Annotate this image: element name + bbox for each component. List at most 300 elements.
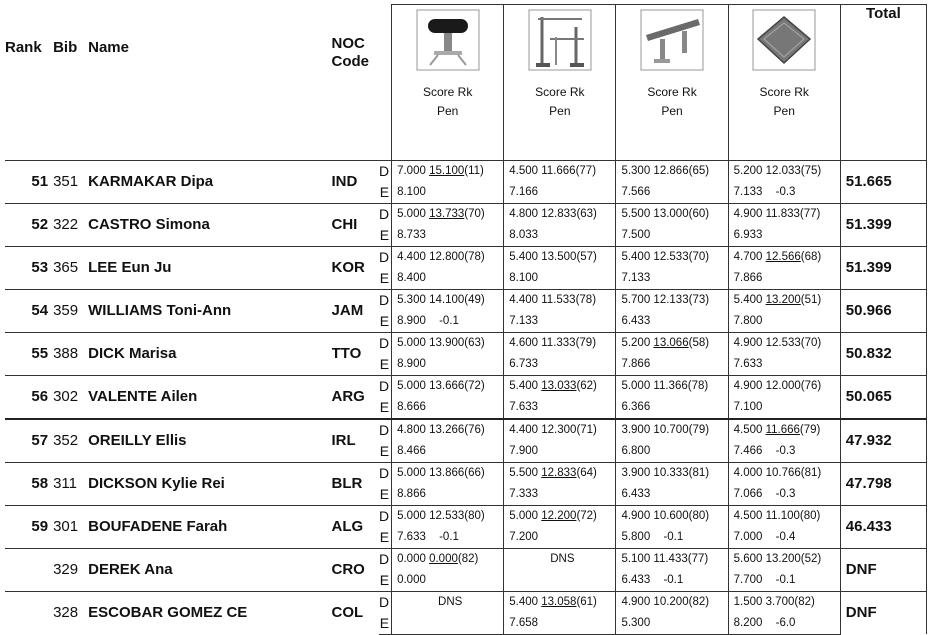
apparatus-rank: (65) bbox=[688, 165, 710, 177]
apparatus-d-cell bbox=[392, 419, 504, 441]
noc-header-line2: Code bbox=[331, 52, 370, 70]
e-score-label: E bbox=[379, 484, 392, 506]
apparatus-score: 13.733 bbox=[429, 208, 465, 220]
bib-cell: 352 bbox=[53, 419, 88, 463]
rank-cell: 57 bbox=[5, 419, 53, 463]
noc-code: ALG bbox=[332, 505, 379, 548]
rank-cell: 53 bbox=[5, 246, 53, 289]
difficulty-score: 5.200 bbox=[621, 337, 651, 349]
apparatus-d-cell bbox=[728, 591, 840, 613]
execution-score: 8.900 bbox=[397, 358, 426, 370]
apparatus-score: 10.700 bbox=[653, 424, 689, 436]
apparatus-rank: (51) bbox=[800, 294, 822, 306]
apparatus-score: 12.000 bbox=[765, 380, 801, 392]
apparatus-score: 12.133 bbox=[653, 294, 689, 306]
d-score-label: D bbox=[379, 591, 392, 613]
execution-score: 7.866 bbox=[733, 272, 763, 284]
difficulty-score: 3.900 bbox=[621, 467, 651, 479]
apparatus-d-cell bbox=[392, 548, 504, 570]
bib-cell: 302 bbox=[53, 375, 88, 419]
athlete-row bbox=[5, 462, 927, 484]
apparatus-rank: (78) bbox=[687, 380, 709, 392]
apparatus-d-cell bbox=[392, 203, 504, 225]
balance-beam-icon bbox=[640, 9, 704, 71]
athlete-name: LEE Eun Ju bbox=[88, 246, 331, 289]
e-score-label: E bbox=[379, 441, 392, 463]
bib-cell: 322 bbox=[53, 203, 88, 246]
e-score-label: E bbox=[379, 354, 392, 376]
apparatus-e-cell bbox=[504, 527, 616, 549]
apparatus-d-cell bbox=[504, 375, 616, 397]
execution-score: 5.800 bbox=[621, 531, 651, 543]
rank-cell: 58 bbox=[5, 462, 53, 505]
apparatus-d-cell bbox=[392, 591, 504, 613]
penalty: -0.1 bbox=[439, 531, 459, 543]
penalty: -0.1 bbox=[439, 315, 459, 327]
penalty: -6.0 bbox=[775, 617, 796, 629]
rank-cell bbox=[5, 591, 53, 634]
difficulty-score: 5.100 bbox=[621, 553, 651, 565]
apparatus-d-cell bbox=[504, 203, 616, 225]
total-score: 51.399 bbox=[840, 203, 926, 246]
apparatus-e-cell bbox=[504, 311, 616, 333]
difficulty-score: 4.900 bbox=[733, 337, 763, 349]
total-score: 50.065 bbox=[840, 375, 926, 419]
apparatus-rank: (81) bbox=[800, 467, 822, 479]
apparatus-score: 13.058 bbox=[541, 596, 577, 608]
noc-code: COL bbox=[332, 591, 379, 634]
apparatus-e-cell bbox=[504, 484, 616, 506]
athlete-name: VALENTE Ailen bbox=[88, 375, 331, 419]
apparatus-rank: (72) bbox=[464, 380, 485, 392]
execution-score: 7.166 bbox=[509, 186, 539, 198]
execution-score: 7.466 bbox=[733, 445, 763, 457]
difficulty-score: 5.200 bbox=[733, 165, 763, 177]
apparatus-e-cell bbox=[616, 225, 728, 247]
apparatus-e-cell bbox=[504, 441, 616, 463]
penalty: -0.1 bbox=[663, 531, 684, 543]
difficulty-score: 5.500 bbox=[509, 467, 539, 479]
apparatus-rank: (64) bbox=[576, 467, 597, 479]
e-score-label: E bbox=[379, 527, 392, 549]
difficulty-score: 5.500 bbox=[621, 208, 651, 220]
apparatus-score: 13.066 bbox=[653, 337, 689, 349]
apparatus-score: 13.200 bbox=[765, 553, 801, 565]
apparatus-d-cell bbox=[728, 289, 840, 311]
athlete-row bbox=[5, 591, 927, 613]
apparatus-d-cell bbox=[392, 246, 504, 268]
d-score-label: D bbox=[379, 160, 392, 182]
apparatus-d-cell bbox=[728, 505, 840, 527]
penalty: -0.3 bbox=[775, 488, 796, 500]
athlete-name: DEREK Ana bbox=[88, 548, 331, 591]
d-score-label: D bbox=[379, 375, 392, 397]
execution-score: 7.800 bbox=[733, 315, 763, 327]
apparatus-d-cell bbox=[504, 160, 616, 182]
beam-score-header: Score Rk Pen bbox=[647, 85, 697, 118]
apparatus-d-cell bbox=[392, 375, 504, 397]
apparatus-score: 12.533 bbox=[429, 510, 465, 522]
noc-code: BLR bbox=[332, 462, 379, 505]
total-score: 50.832 bbox=[840, 332, 926, 375]
execution-score: 7.633 bbox=[509, 401, 539, 413]
apparatus-d-cell bbox=[616, 289, 728, 311]
execution-score: 7.900 bbox=[509, 445, 539, 457]
e-score-label: E bbox=[379, 397, 392, 419]
difficulty-score: 5.400 bbox=[509, 596, 539, 608]
apparatus-score: 13.033 bbox=[541, 380, 577, 392]
d-score-label: D bbox=[379, 462, 392, 484]
difficulty-score: 4.900 bbox=[733, 380, 763, 392]
execution-score: 7.200 bbox=[509, 531, 539, 543]
execution-score: 5.300 bbox=[621, 617, 651, 629]
difficulty-score: 0.000 bbox=[397, 553, 426, 565]
apparatus-rank: (75) bbox=[800, 165, 822, 177]
noc-header-line1: NOC bbox=[331, 34, 365, 52]
apparatus-d-cell bbox=[504, 505, 616, 527]
rank-cell: 56 bbox=[5, 375, 53, 419]
apparatus-rank: (79) bbox=[799, 424, 821, 436]
difficulty-score: 5.400 bbox=[509, 251, 539, 263]
difficulty-score: 4.700 bbox=[733, 251, 763, 263]
athlete-row bbox=[5, 160, 927, 182]
apparatus-e-cell bbox=[728, 397, 840, 419]
penalty: -0.3 bbox=[775, 445, 796, 457]
apparatus-score: 11.533 bbox=[541, 294, 576, 306]
execution-score: 6.933 bbox=[733, 229, 763, 241]
apparatus-d-cell bbox=[504, 246, 616, 268]
apparatus-e-cell bbox=[616, 484, 728, 506]
penalty: -0.4 bbox=[775, 531, 796, 543]
apparatus-rank: (70) bbox=[688, 251, 710, 263]
apparatus-e-cell bbox=[616, 268, 728, 290]
apparatus-rank: (79) bbox=[575, 337, 597, 349]
penalty: -0.1 bbox=[775, 574, 796, 586]
apparatus-score: 10.200 bbox=[653, 596, 689, 608]
execution-score: 8.900 bbox=[397, 315, 426, 327]
apparatus-d-cell bbox=[392, 289, 504, 311]
bib-cell: 329 bbox=[53, 548, 88, 591]
execution-score: 6.433 bbox=[621, 488, 651, 500]
penalty: -0.3 bbox=[775, 186, 796, 198]
execution-score: 8.100 bbox=[397, 186, 426, 198]
bib-header: Bib bbox=[53, 38, 78, 56]
apparatus-e-cell bbox=[616, 182, 728, 204]
apparatus-e-cell bbox=[616, 570, 728, 592]
apparatus-score: 14.100 bbox=[429, 294, 465, 306]
apparatus-d-cell bbox=[392, 462, 504, 484]
d-score-label: D bbox=[379, 203, 392, 225]
vault-score-header: Score Rk Pen bbox=[423, 85, 473, 118]
bib-cell: 301 bbox=[53, 505, 88, 548]
e-score-label: E bbox=[379, 182, 392, 204]
d-score-label: D bbox=[379, 419, 392, 441]
rank-cell: 52 bbox=[5, 203, 53, 246]
apparatus-rank: (70) bbox=[464, 208, 485, 220]
apparatus-score: 11.433 bbox=[653, 553, 688, 565]
apparatus-score: 12.200 bbox=[541, 510, 577, 522]
difficulty-score: 4.400 bbox=[509, 294, 539, 306]
execution-score: 7.500 bbox=[621, 229, 651, 241]
apparatus-score: 13.900 bbox=[429, 337, 465, 349]
apparatus-d-cell bbox=[616, 332, 728, 354]
difficulty-score: 4.900 bbox=[621, 596, 651, 608]
noc-code: JAM bbox=[332, 289, 379, 332]
apparatus-rank: (77) bbox=[687, 553, 709, 565]
apparatus-e-cell bbox=[616, 397, 728, 419]
apparatus-e-cell bbox=[504, 354, 616, 376]
execution-score: 7.133 bbox=[733, 186, 763, 198]
execution-score: 7.100 bbox=[733, 401, 763, 413]
apparatus-score: 11.666 bbox=[765, 424, 800, 436]
execution-score: 7.066 bbox=[733, 488, 763, 500]
noc-code: TTO bbox=[332, 332, 379, 375]
apparatus-score: 11.333 bbox=[541, 337, 576, 349]
apparatus-score: 13.200 bbox=[765, 294, 801, 306]
execution-score: 8.400 bbox=[397, 272, 426, 284]
apparatus-e-cell bbox=[728, 311, 840, 333]
apparatus-score: 12.833 bbox=[541, 467, 577, 479]
execution-score: 8.733 bbox=[397, 229, 426, 241]
execution-score: 6.433 bbox=[621, 315, 651, 327]
bib-cell: 311 bbox=[53, 462, 88, 505]
apparatus-e-cell bbox=[392, 527, 504, 549]
results-table bbox=[5, 4, 927, 635]
apparatus-score: 13.666 bbox=[429, 380, 465, 392]
apparatus-e-cell bbox=[504, 397, 616, 419]
difficulty-score: 5.700 bbox=[621, 294, 651, 306]
athlete-name: OREILLY Ellis bbox=[88, 419, 331, 463]
execution-score: 8.100 bbox=[509, 272, 539, 284]
apparatus-d-cell bbox=[616, 548, 728, 570]
execution-score: 6.733 bbox=[509, 358, 539, 370]
difficulty-score: 5.000 bbox=[397, 337, 426, 349]
athlete-row bbox=[5, 289, 927, 311]
apparatus-e-cell bbox=[728, 441, 840, 463]
difficulty-score: 5.300 bbox=[621, 165, 651, 177]
execution-score: 7.866 bbox=[621, 358, 651, 370]
execution-score: 7.566 bbox=[621, 186, 651, 198]
apparatus-score: 12.866 bbox=[653, 165, 689, 177]
dns-label: DNS bbox=[550, 553, 575, 565]
apparatus-d-cell bbox=[616, 160, 728, 182]
dns-label: DNS bbox=[438, 596, 463, 608]
difficulty-score: 4.500 bbox=[733, 424, 763, 436]
apparatus-e-cell bbox=[392, 570, 504, 592]
difficulty-score: 4.600 bbox=[509, 337, 539, 349]
apparatus-e-cell bbox=[616, 354, 728, 376]
apparatus-rank: (78) bbox=[575, 294, 597, 306]
apparatus-score: 15.100 bbox=[429, 165, 465, 177]
execution-score: 8.466 bbox=[397, 445, 426, 457]
execution-score: 7.333 bbox=[509, 488, 539, 500]
apparatus-d-cell bbox=[728, 160, 840, 182]
apparatus-rank: (77) bbox=[799, 208, 821, 220]
apparatus-d-cell bbox=[616, 462, 728, 484]
execution-score: 8.033 bbox=[509, 229, 539, 241]
apparatus-e-cell bbox=[392, 484, 504, 506]
difficulty-score: 5.400 bbox=[509, 380, 539, 392]
difficulty-score: 1.500 bbox=[733, 596, 763, 608]
rank-cell: 55 bbox=[5, 332, 53, 375]
athlete-row bbox=[5, 203, 927, 225]
apparatus-rank: (71) bbox=[576, 424, 597, 436]
execution-score: 6.800 bbox=[621, 445, 651, 457]
apparatus-e-cell bbox=[504, 225, 616, 247]
noc-code: CRO bbox=[332, 548, 379, 591]
apparatus-score: 10.600 bbox=[653, 510, 689, 522]
apparatus-d-cell bbox=[616, 246, 728, 268]
athlete-row bbox=[5, 505, 927, 527]
apparatus-e-cell bbox=[392, 225, 504, 247]
e-score-label: E bbox=[379, 570, 392, 592]
apparatus-d-cell bbox=[728, 246, 840, 268]
apparatus-rank: (76) bbox=[800, 380, 822, 392]
athlete-row bbox=[5, 375, 927, 397]
execution-score: 7.658 bbox=[509, 617, 539, 629]
difficulty-score: 4.500 bbox=[509, 165, 539, 177]
apparatus-e-cell bbox=[392, 354, 504, 376]
apparatus-rank: (82) bbox=[688, 596, 710, 608]
apparatus-score: 12.300 bbox=[541, 424, 577, 436]
apparatus-e-cell bbox=[392, 182, 504, 204]
apparatus-score: 0.000 bbox=[429, 553, 458, 565]
athlete-row bbox=[5, 419, 927, 441]
apparatus-rank: (70) bbox=[800, 337, 822, 349]
difficulty-score: 4.800 bbox=[397, 424, 426, 436]
apparatus-score: 12.033 bbox=[765, 165, 801, 177]
apparatus-rank: (63) bbox=[464, 337, 485, 349]
difficulty-score: 4.800 bbox=[509, 208, 539, 220]
execution-score: 6.433 bbox=[621, 574, 651, 586]
noc-code: IND bbox=[332, 160, 379, 203]
apparatus-score: 13.266 bbox=[429, 424, 465, 436]
bib-cell: 388 bbox=[53, 332, 88, 375]
apparatus-d-cell bbox=[616, 419, 728, 441]
athlete-row bbox=[5, 332, 927, 354]
d-score-label: D bbox=[379, 548, 392, 570]
execution-score: 7.000 bbox=[733, 531, 763, 543]
rank-cell: 54 bbox=[5, 289, 53, 332]
apparatus-d-cell bbox=[504, 332, 616, 354]
apparatus-score: 10.333 bbox=[653, 467, 689, 479]
floor-exercise-icon bbox=[752, 9, 816, 71]
execution-score: 8.200 bbox=[733, 617, 763, 629]
bars-column-header bbox=[504, 5, 616, 161]
apparatus-e-cell bbox=[616, 527, 728, 549]
difficulty-score: 4.400 bbox=[509, 424, 539, 436]
apparatus-d-cell bbox=[616, 505, 728, 527]
penalty: -0.1 bbox=[663, 574, 684, 586]
beam-column-header bbox=[616, 5, 728, 161]
apparatus-d-cell bbox=[728, 375, 840, 397]
difficulty-score: 7.000 bbox=[397, 165, 426, 177]
apparatus-rank: (81) bbox=[688, 467, 710, 479]
total-score: 47.932 bbox=[840, 419, 926, 463]
total-score: 47.798 bbox=[840, 462, 926, 505]
apparatus-rank: (68) bbox=[800, 251, 822, 263]
difficulty-score: 4.400 bbox=[397, 251, 426, 263]
athlete-name: DICKSON Kylie Rei bbox=[88, 462, 331, 505]
apparatus-rank: (49) bbox=[464, 294, 485, 306]
apparatus-d-cell bbox=[504, 591, 616, 613]
apparatus-rank: (66) bbox=[464, 467, 485, 479]
apparatus-d-cell bbox=[728, 462, 840, 484]
floor-score-header: Score Rk Pen bbox=[759, 85, 809, 118]
apparatus-score: 3.700 bbox=[765, 596, 795, 608]
apparatus-e-cell bbox=[504, 570, 616, 592]
apparatus-rank: (11) bbox=[464, 165, 484, 177]
noc-code: CHI bbox=[332, 203, 379, 246]
apparatus-e-cell bbox=[728, 484, 840, 506]
apparatus-score: 13.000 bbox=[653, 208, 689, 220]
apparatus-e-cell bbox=[728, 268, 840, 290]
execution-score: 7.633 bbox=[733, 358, 763, 370]
difficulty-score: 4.900 bbox=[733, 208, 763, 220]
apparatus-d-cell bbox=[392, 160, 504, 182]
bib-cell: 365 bbox=[53, 246, 88, 289]
apparatus-rank: (77) bbox=[575, 165, 597, 177]
apparatus-rank: (78) bbox=[464, 251, 485, 263]
header-row bbox=[5, 5, 927, 161]
apparatus-score: 13.866 bbox=[429, 467, 465, 479]
athlete-name: ESCOBAR GOMEZ CE bbox=[88, 591, 331, 634]
athlete-name: WILLIAMS Toni-Ann bbox=[88, 289, 331, 332]
total-score: 46.433 bbox=[840, 505, 926, 548]
difficulty-score: 5.000 bbox=[397, 467, 426, 479]
uneven-bars-icon bbox=[528, 9, 592, 71]
apparatus-score: 11.366 bbox=[653, 380, 688, 392]
apparatus-e-cell bbox=[616, 441, 728, 463]
d-score-label: D bbox=[379, 332, 392, 354]
apparatus-d-cell bbox=[504, 419, 616, 441]
difficulty-score: 4.000 bbox=[733, 467, 763, 479]
apparatus-rank: (61) bbox=[576, 596, 597, 608]
apparatus-score: 12.533 bbox=[765, 337, 801, 349]
apparatus-e-cell bbox=[392, 268, 504, 290]
bars-score-header: Score Rk Pen bbox=[535, 85, 585, 118]
difficulty-score: 5.300 bbox=[397, 294, 426, 306]
apparatus-d-cell bbox=[728, 419, 840, 441]
athlete-name: CASTRO Simona bbox=[88, 203, 331, 246]
difficulty-score: 4.500 bbox=[733, 510, 763, 522]
apparatus-rank: (73) bbox=[688, 294, 710, 306]
d-score-label: D bbox=[379, 246, 392, 268]
difficulty-score: 5.000 bbox=[397, 510, 426, 522]
apparatus-rank: (80) bbox=[688, 510, 710, 522]
apparatus-d-cell bbox=[728, 548, 840, 570]
apparatus-d-cell bbox=[616, 203, 728, 225]
apparatus-score: 11.666 bbox=[541, 165, 576, 177]
apparatus-rank: (80) bbox=[464, 510, 485, 522]
vault-column-header bbox=[392, 5, 504, 161]
rank-cell bbox=[5, 548, 53, 591]
difficulty-score: 5.400 bbox=[733, 294, 763, 306]
apparatus-e-cell bbox=[504, 182, 616, 204]
apparatus-d-cell bbox=[504, 548, 616, 570]
apparatus-rank: (60) bbox=[688, 208, 710, 220]
total-score: 51.665 bbox=[840, 160, 926, 203]
noc-code: IRL bbox=[332, 419, 379, 463]
apparatus-e-cell bbox=[392, 441, 504, 463]
floor-column-header bbox=[728, 5, 840, 161]
execution-score: 8.666 bbox=[397, 401, 426, 413]
apparatus-d-cell bbox=[728, 203, 840, 225]
apparatus-rank: (82) bbox=[457, 553, 479, 565]
difficulty-score: 5.000 bbox=[509, 510, 539, 522]
apparatus-rank: (82) bbox=[794, 596, 815, 608]
execution-score: 7.133 bbox=[509, 315, 539, 327]
